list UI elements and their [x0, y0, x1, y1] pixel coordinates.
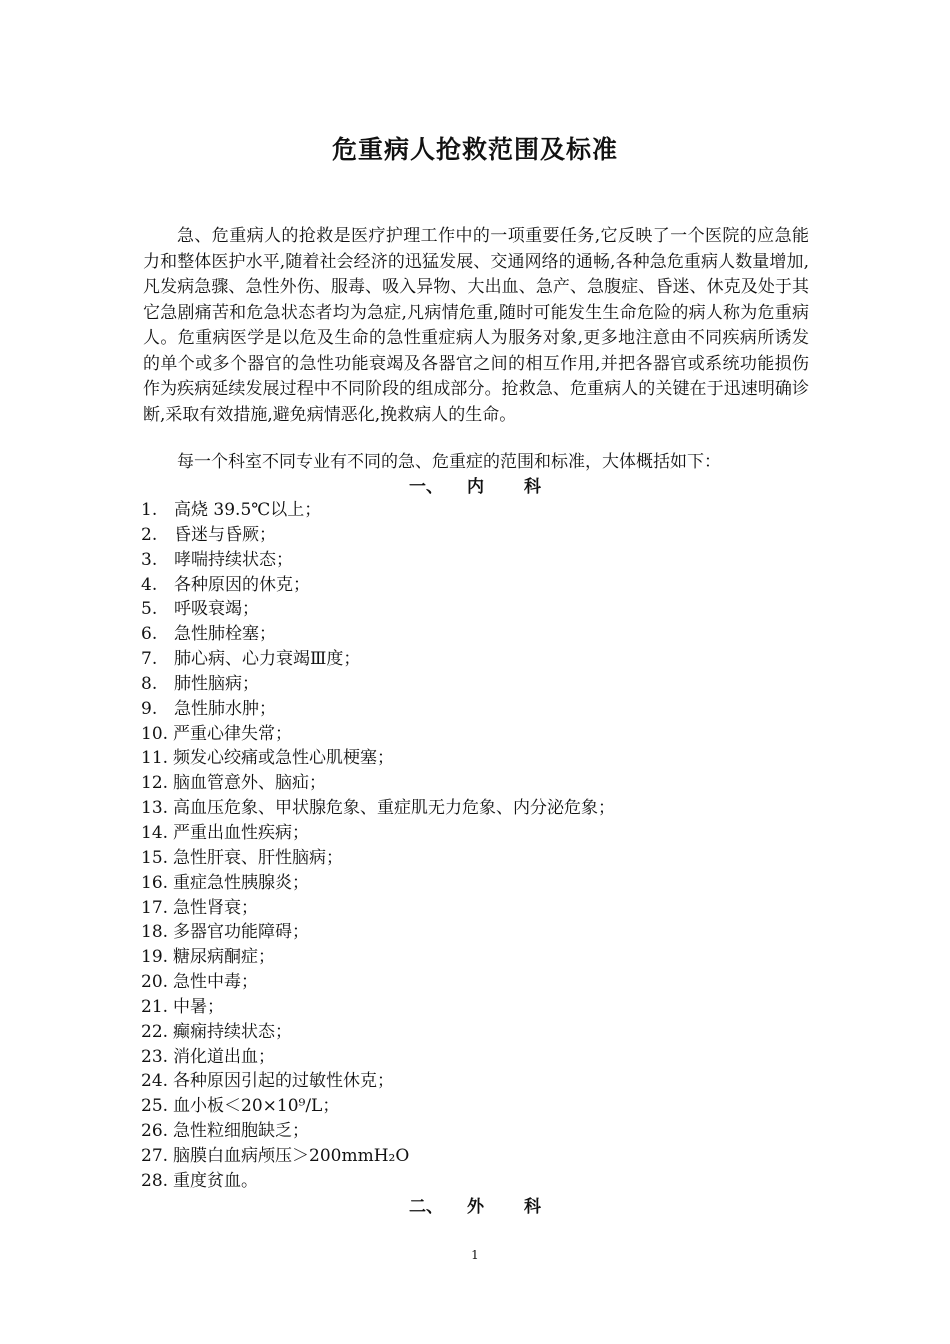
list-item-text: 严重心律失常；: [173, 723, 292, 744]
list-item-number: 1.: [141, 500, 158, 520]
list-item-number: 10.: [141, 723, 169, 744]
list-item-text: 急性肝衰、肝性脑病；: [173, 847, 343, 868]
section-word: 内: [467, 477, 484, 497]
list-item-number: 8.: [141, 673, 158, 694]
list-item-number: 3.: [141, 549, 158, 570]
list-item: [141, 722, 615, 747]
list-item-text: 肺心病、心力衰竭Ⅲ度；: [174, 649, 361, 670]
list-item-number: 26.: [141, 1121, 169, 1142]
list-item-number: 17.: [141, 897, 169, 918]
list-item: [141, 523, 615, 548]
list-item: [141, 871, 615, 896]
list-item-number: 15.: [141, 847, 169, 868]
list-item: [141, 597, 615, 622]
list-item-text: 多器官功能障碍；: [173, 922, 309, 943]
list-item-number: 7.: [141, 649, 158, 670]
criteria-list: [141, 498, 615, 1194]
list-item-text: 高烧 39.5℃以上；: [174, 500, 322, 520]
section-heading-surgery: [0, 1195, 950, 1220]
list-item-text: 消化道出血；: [173, 1046, 275, 1067]
list-item-text: 中暑；: [173, 996, 224, 1017]
list-item-number: 18.: [141, 922, 169, 943]
list-item: [141, 1169, 615, 1194]
list-item-number: 20.: [141, 972, 169, 993]
list-item-text: 重度贫血。: [173, 1170, 258, 1191]
section-word: 科: [524, 477, 541, 497]
list-item: [141, 920, 615, 945]
list-item: [141, 697, 615, 722]
list-item: [141, 647, 615, 672]
list-item-text: 严重出血性疾病；: [173, 822, 309, 843]
list-item-text: 脑血管意外、脑疝；: [173, 773, 326, 794]
list-item-number: 28.: [141, 1170, 169, 1191]
list-item-number: 14.: [141, 822, 169, 843]
list-item: [141, 1119, 615, 1144]
list-item-number: 23.: [141, 1046, 169, 1067]
list-item-text: 各种原因的休克；: [174, 574, 310, 595]
list-item: [141, 821, 615, 846]
list-item: [141, 498, 615, 523]
list-item-text: 急性粒细胞缺乏；: [173, 1121, 309, 1142]
list-item-number: 12.: [141, 773, 169, 794]
list-item-text: 急性中毒；: [173, 972, 258, 993]
list-item-text: 呼吸衰竭；: [174, 599, 259, 620]
list-item-text: 急性肾衰；: [173, 897, 258, 918]
section-number: 一、: [409, 477, 443, 497]
list-item: [141, 1094, 615, 1119]
list-item-number: 24.: [141, 1071, 169, 1092]
list-item-number: 16.: [141, 872, 169, 893]
list-item: [141, 1045, 615, 1070]
list-item-number: 13.: [141, 798, 169, 819]
list-item: [141, 995, 615, 1020]
list-item: [141, 771, 615, 796]
list-item-text: 重症急性胰腺炎；: [173, 872, 309, 893]
list-item: [141, 796, 615, 821]
list-item-text: 哮喘持续状态；: [174, 549, 293, 570]
intro-paragraph: 急、危重病人的抢救是医疗护理工作中的一项重要任务,它反映了一个医院的应急能力和整体医护水平,随着社会经济的迅猛发展、交通网络的通畅,各种急危重病人数量增加,凡发病急骤、急性外伤、服毒、吸入异物、大出血、急产、急腹症、昏迷、休克及处于其它急剧痛苦和危急状态者均为急症,凡病情危重,随时可能发生生命危险的病人称为危重病人。危重病医学是以危及生命的急性重症病人为服务对象,更多地注意由不同疾病所诱发的单个或多个器官的急性功能衰竭及各器官之间的相互作用,并把各器官或系统功能损伤作为疾病延续发展过程中不同阶段的组成部分。抢救急、危重病人的关键在于迅速明确诊断,采取有效措施,避免病情恶化,挽救病人的生命。: [143, 226, 809, 425]
list-item-number: 9.: [141, 698, 158, 719]
list-item: [141, 622, 615, 647]
list-item-number: 22.: [141, 1021, 169, 1042]
list-item-text: 癫痫持续状态；: [173, 1021, 292, 1042]
list-item-number: 4.: [141, 574, 158, 595]
list-item-text: 急性肺水肿；: [174, 698, 276, 719]
list-item: [141, 548, 615, 573]
list-item-number: 2.: [141, 524, 158, 545]
page-number: 1: [471, 1248, 479, 1262]
list-item-text: 急性肺栓塞；: [174, 624, 276, 645]
list-item-number: 27.: [141, 1145, 169, 1166]
list-item: [141, 573, 615, 598]
list-item-text: 脑膜白血病颅压＞200mmH₂O: [173, 1145, 410, 1166]
section-word: 科: [524, 1197, 541, 1217]
list-item: [141, 970, 615, 995]
list-item-number: 11.: [141, 748, 169, 769]
list-item: [141, 1069, 615, 1094]
list-item-number: 25.: [141, 1096, 169, 1117]
list-item-text: 高血压危象、甲状腺危象、重症肌无力危象、内分泌危象；: [173, 798, 615, 819]
list-item-text: 肺性脑病；: [174, 673, 259, 694]
document-title: 危重病人抢救范围及标准: [331, 135, 618, 164]
list-item: [141, 672, 615, 697]
list-item-text: 糖尿病酮症；: [173, 947, 275, 968]
section-word: 外: [467, 1197, 484, 1217]
list-item: [141, 945, 615, 970]
list-item: [141, 896, 615, 921]
list-item-text: 昏迷与昏厥；: [174, 524, 276, 545]
list-item: [141, 746, 615, 771]
list-item-number: 5.: [141, 599, 158, 620]
list-item-text: 血小板＜20×10⁹/L；: [173, 1096, 340, 1117]
summary-paragraph: 每一个科室不同专业有不同的急、危重症的范围和标准，大体概括如下：: [177, 452, 721, 472]
list-item: [141, 846, 615, 871]
list-item-text: 频发心绞痛或急性心肌梗塞；: [173, 748, 394, 769]
section-number: 二、: [409, 1197, 443, 1217]
list-item: [141, 1144, 615, 1169]
list-item-number: 19.: [141, 947, 169, 968]
list-item: [141, 1020, 615, 1045]
section-heading-internal-medicine: [0, 475, 950, 500]
list-item-number: 6.: [141, 624, 158, 645]
list-item-text: 各种原因引起的过敏性休克；: [173, 1071, 394, 1092]
list-item-number: 21.: [141, 996, 169, 1017]
